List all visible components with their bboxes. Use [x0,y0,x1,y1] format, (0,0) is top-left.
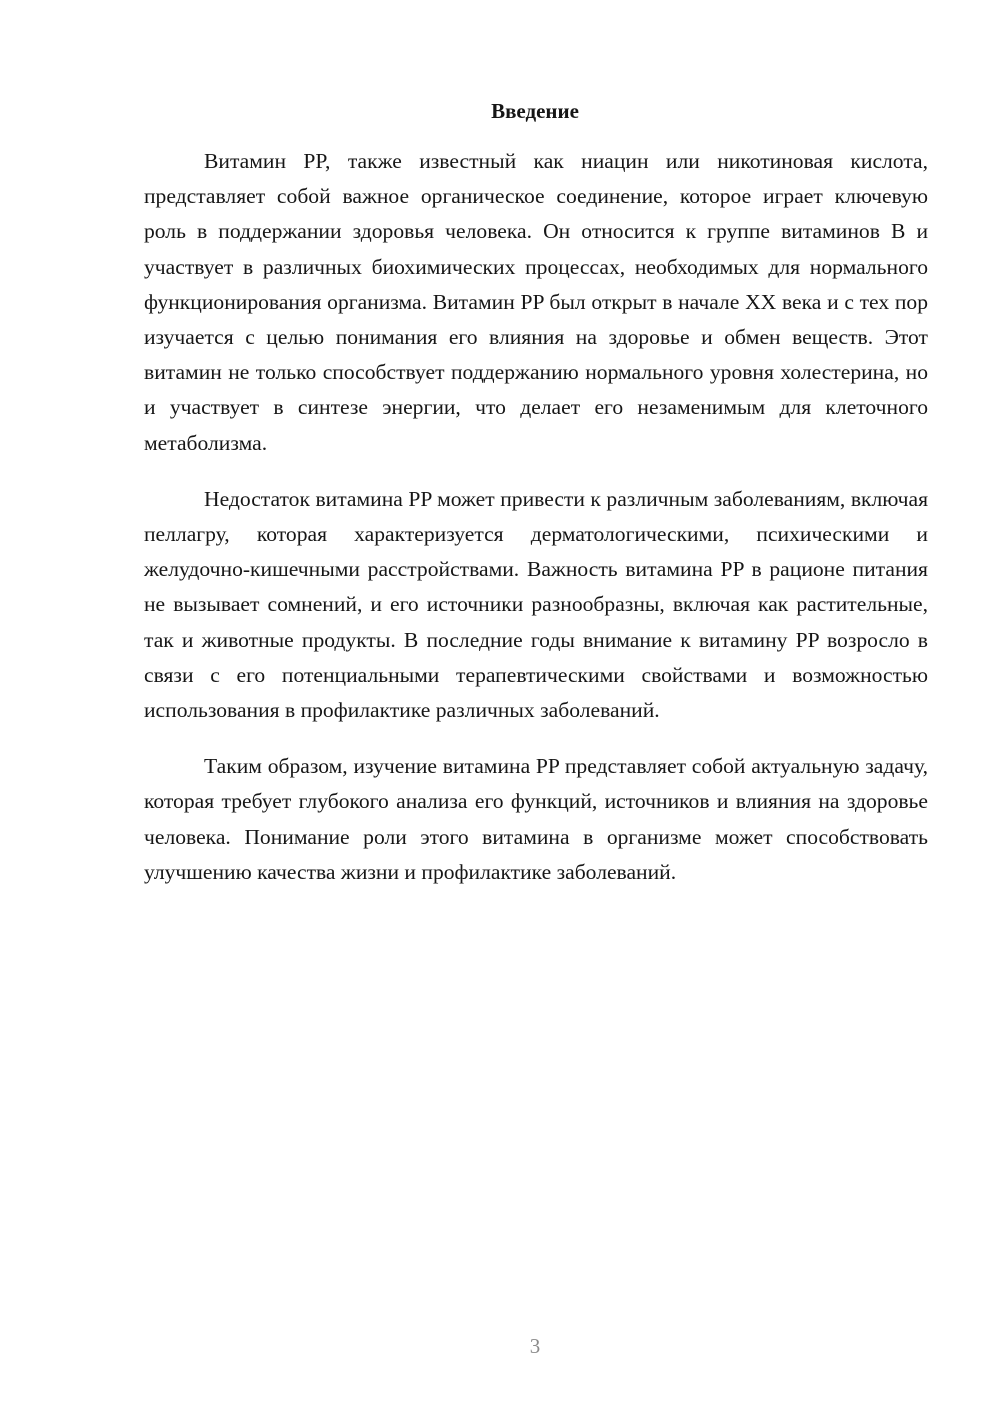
paragraph-2: Недостаток витамина PP может привести к различным заболеваниям, включая пеллагру, которая характеризуется дерматологическими, психическими и желудочно-кишечными расстройствами. Важность витамина PP в рационе питания не вызывает сомнений, и его источники разнообразны, включая как растительные, так и животные продукты. В последние годы внимание к витамину PP возросло в связи с его потенциальными терапевтическими свойствами и возможностью использования в профилактике различных заболеваний. [144,486,928,723]
paragraph-1: Витамин PP, также известный как ниацин или никотиновая кислота, представляет собой важное органическое соединение, которое играет ключевую роль в поддержании здоровья человека. Он относится к группе витаминов B и участвует в различных биохимических процессах, необходимых для нормального функционирования организма. Витамин PP был открыт в начале XX века и с тех пор изучается с целью понимания его влияния на здоровье и обмен веществ. Этот витамин не только способствует поддержанию нормального уровня холестерина, но и участвует в синтезе энергии, что делает его незаменимым для клеточного метаболизма. [144,149,928,455]
section-heading: Введение [491,99,579,123]
page-number: 3 [529,1334,541,1358]
body-text [144,144,928,911]
paragraph-3: Таким образом, изучение витамина PP представляет собой актуальную задачу, которая требует глубокого анализа его функций, источников и влияния на здоровье человека. Понимание роли этого витамина в организме может способствовать улучшению качества жизни и профилактике заболеваний. [144,754,928,884]
